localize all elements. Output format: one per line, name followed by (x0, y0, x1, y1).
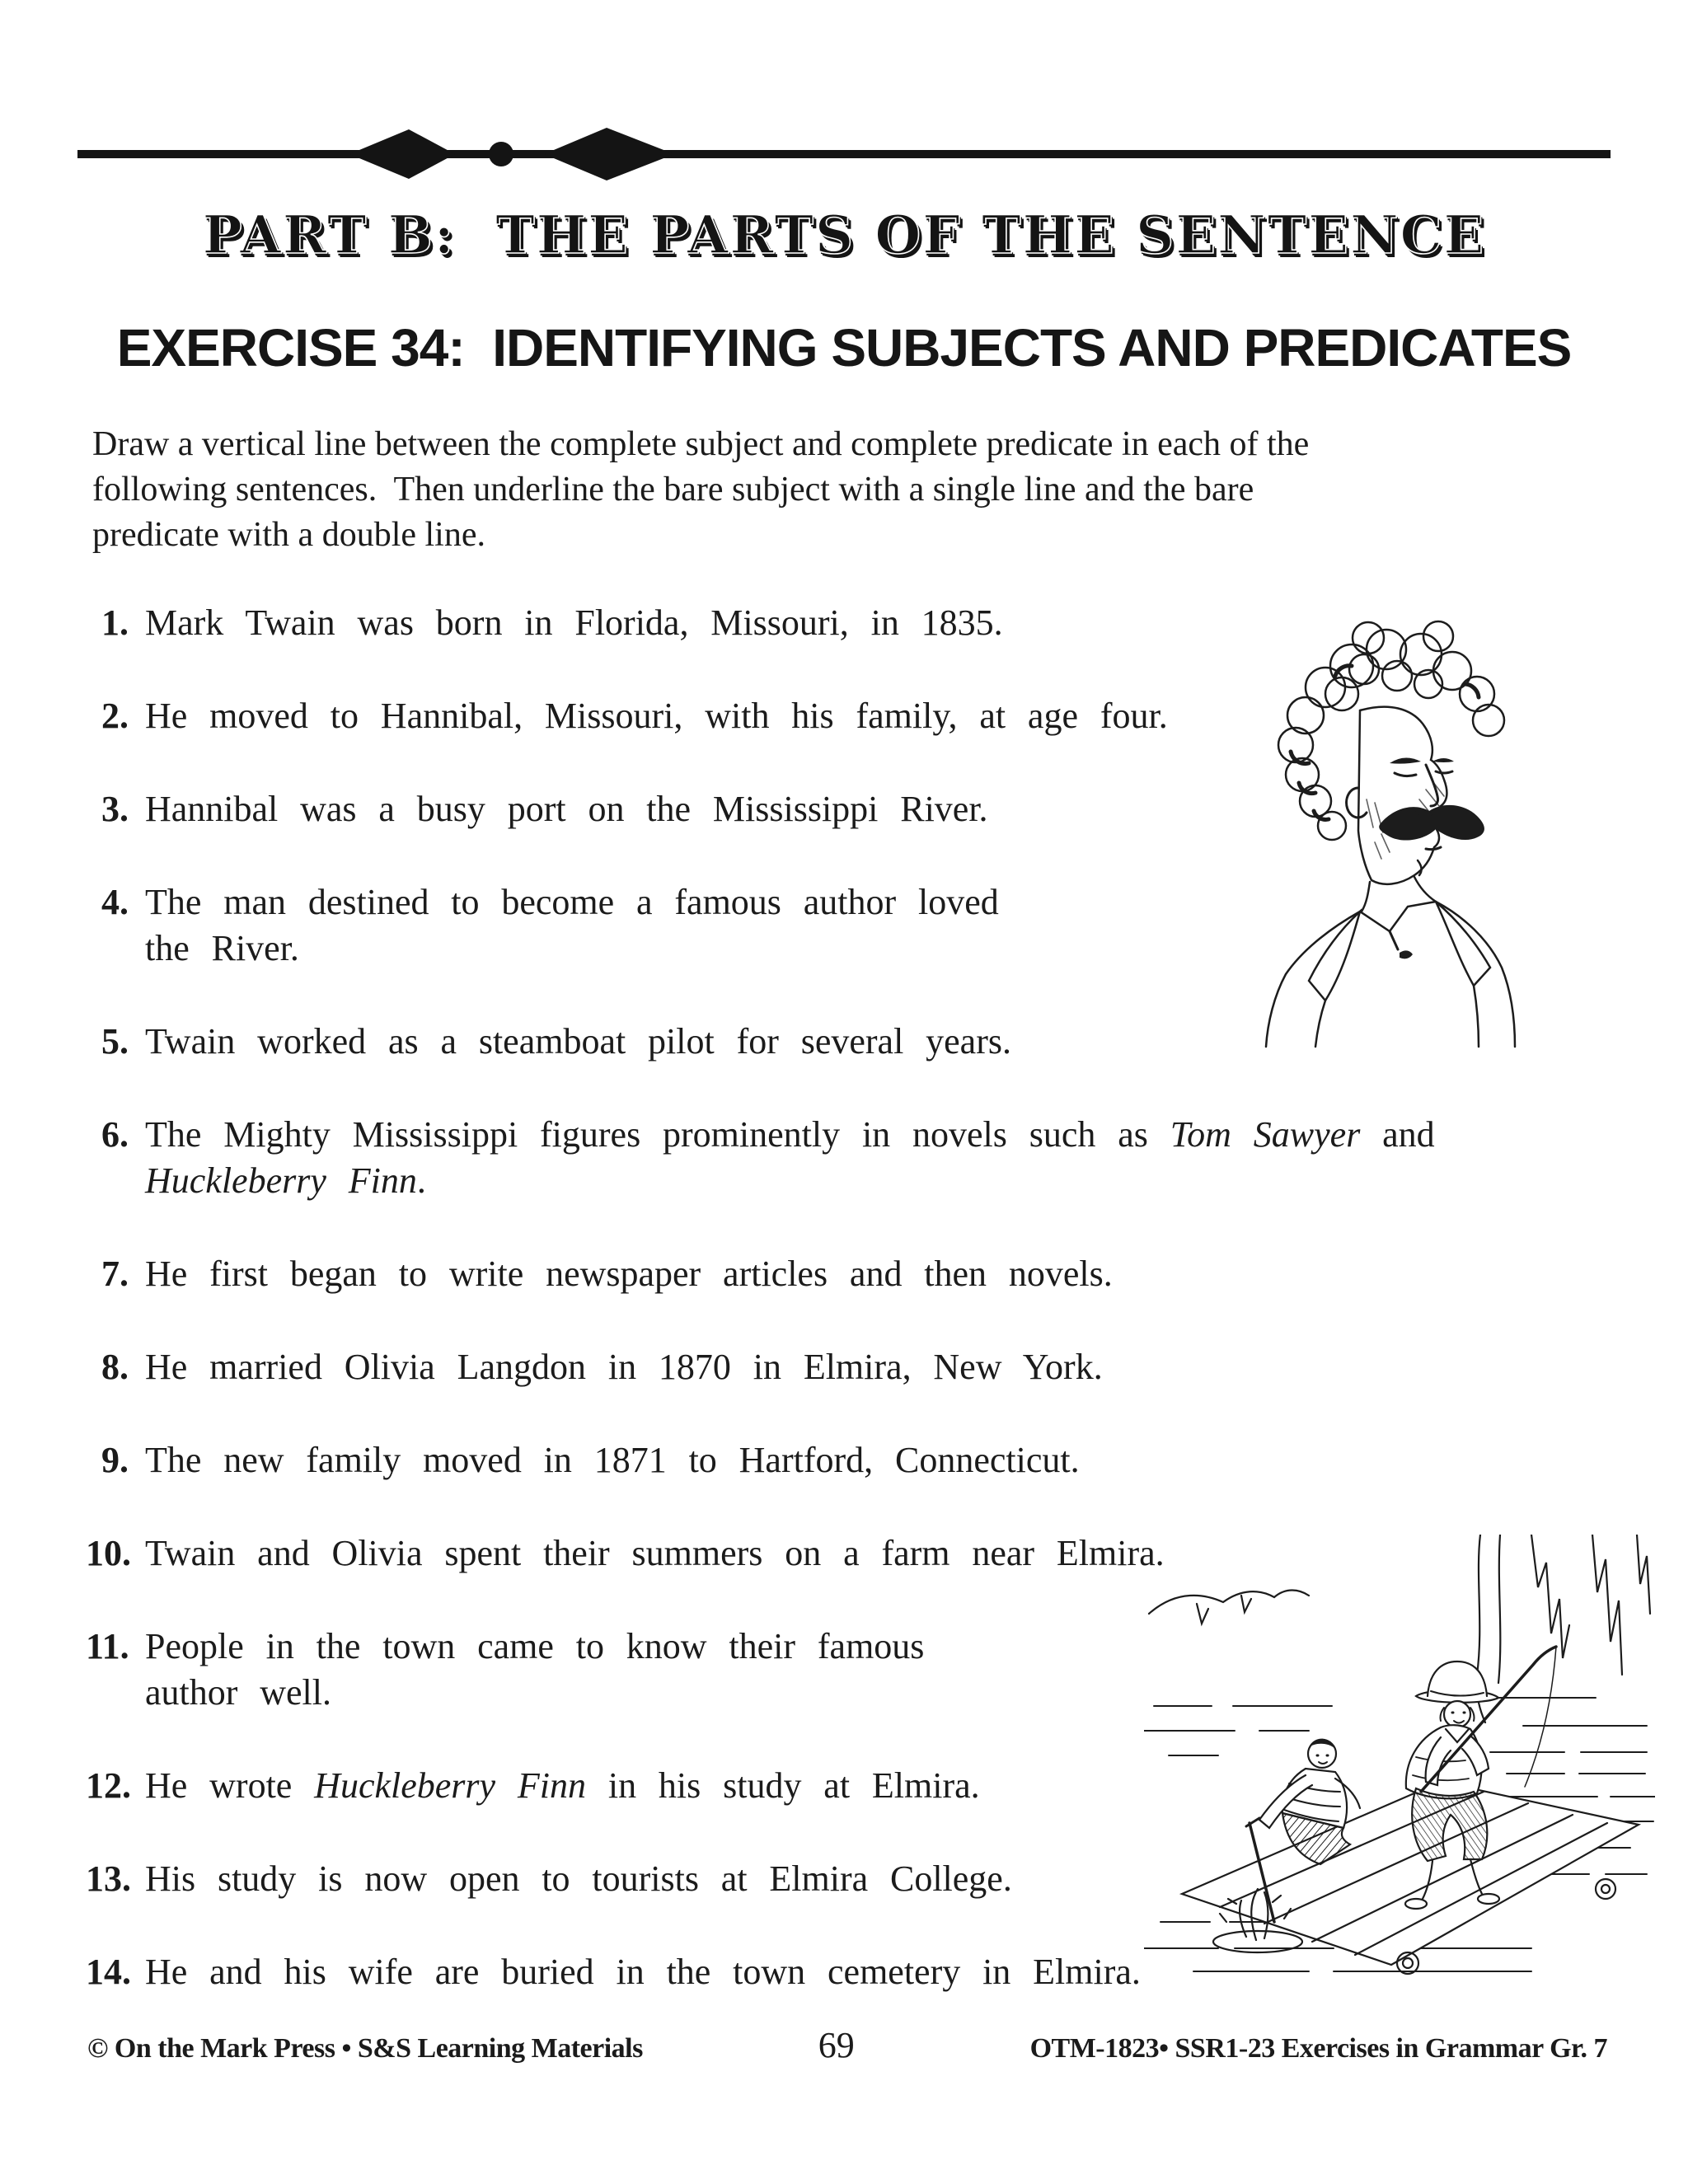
exercise-title: EXERCISE 34: IDENTIFYING SUBJECTS AND PREDICATES (116, 318, 1572, 377)
sentence-item (86, 1437, 1602, 1483)
mark-twain-portrait-illustration (1228, 587, 1541, 1048)
sentence-number: 4. (101, 882, 129, 922)
sentence-number: 3. (101, 789, 129, 829)
sentence-number: 6. (101, 1114, 129, 1155)
sentence-number: 10. (86, 1533, 131, 1573)
sentence-text: He and his wife are buried in the town cemetery in Elmira. (145, 1952, 1141, 1992)
footer-right-product: OTM-1823• SSR1-23 Exercises in Grammar Gr. 7 (1029, 2033, 1607, 2064)
sentence-text: He wrote Huckleberry Finn in his study at Elmira. (145, 1765, 980, 1806)
footer-left-copyright: © On the Mark Press • S&S Learning Materials (87, 2033, 643, 2064)
sentence-item (86, 1112, 1602, 1204)
sentence-text: He first began to write newspaper articles and then novels. (145, 1254, 1113, 1294)
sentence-number: 9. (101, 1440, 129, 1480)
sentence-number: 2. (101, 696, 129, 736)
sentence-number: 7. (101, 1254, 129, 1294)
sentence-item (86, 1251, 1602, 1297)
sentence-text: His study is now open to tourists at Elmira College. (145, 1858, 1012, 1899)
part-title: PART B: THE PARTS OF THE SENTENCE (202, 204, 1486, 266)
sentence-text: The new family moved in 1871 to Hartford, Connecticut. (145, 1440, 1080, 1480)
sentence-text: People in the town came to know their famous author well. (145, 1626, 925, 1713)
footer (87, 2024, 1607, 2066)
sentence-text: The man destined to become a famous author loved the River. (145, 882, 999, 968)
sentence-number: 13. (86, 1858, 131, 1899)
sentence-text: Hannibal was a busy port on the Mississippi River. (145, 789, 988, 829)
sentence-number: 12. (86, 1765, 131, 1806)
sentence-number: 14. (86, 1952, 131, 1992)
sentence-text: Mark Twain was born in Florida, Missouri, in 1835. (145, 602, 1003, 643)
sentence-number: 5. (101, 1021, 129, 1062)
decorative-divider-rule (77, 123, 1611, 185)
sentence-text: He married Olivia Langdon in 1870 in Elmira, New York. (145, 1347, 1103, 1387)
sentence-text: Twain and Olivia spent their summers on a farm near Elmira. (145, 1533, 1165, 1573)
sentence-text: The Mighty Mississippi figures prominently in novels such as Tom Sawyer and Huckleberry Finn. (145, 1114, 1435, 1201)
sentence-text: Twain worked as a steamboat pilot for several years. (145, 1021, 1011, 1062)
raft-fishing-illustration (1144, 1535, 1655, 1980)
sentence-item (86, 1344, 1602, 1390)
sentence-number: 11. (86, 1626, 129, 1666)
sentence-text: He moved to Hannibal, Missouri, with his family, at age four. (145, 696, 1168, 736)
footer-page-number: 69 (818, 2025, 855, 2065)
sentence-number: 1. (101, 602, 129, 643)
sentence-number: 8. (101, 1347, 129, 1387)
instructions-text: Draw a vertical line between the complete subject and complete predicate in each of the following sentences. Then underline the bare subject with a single line and the bare predicate with a double line. (92, 425, 1310, 554)
